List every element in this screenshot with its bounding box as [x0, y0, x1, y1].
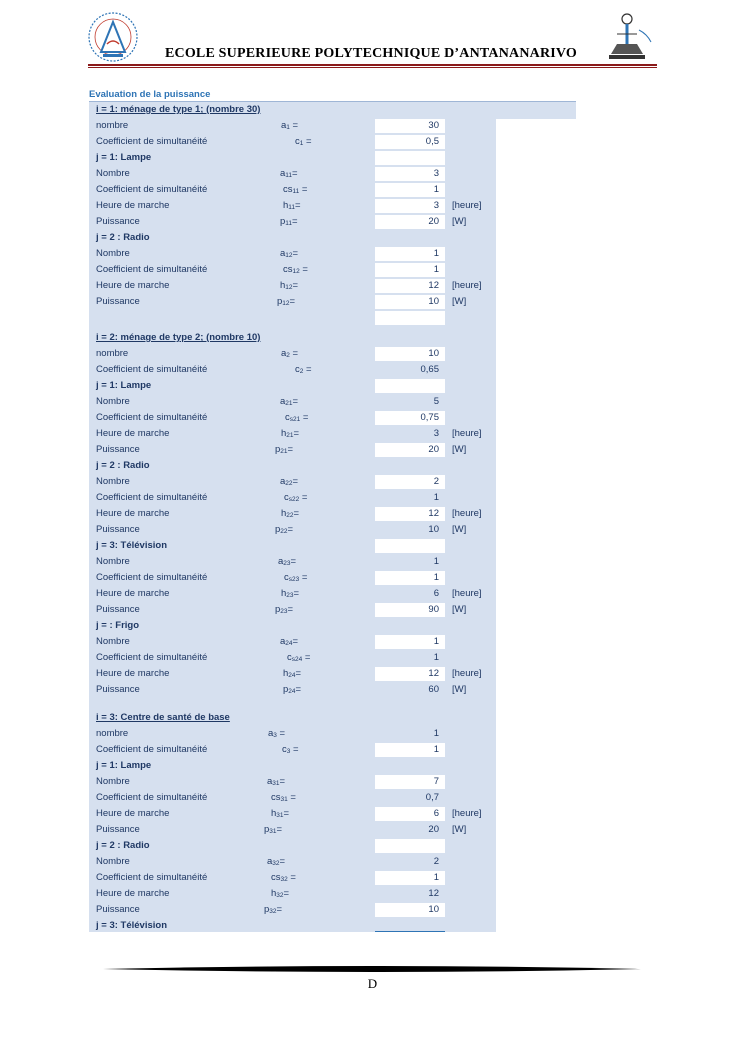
value-cell[interactable]: 0,65 [420, 364, 439, 375]
value-cell[interactable]: 1 [375, 635, 445, 649]
variable-symbol: $h_{22}=$ [281, 508, 300, 519]
row-label: Heure de marche [96, 668, 170, 679]
variable-symbol: $c_{s23}$ = [284, 572, 308, 583]
row-label: Coefficient de simultanéité [96, 264, 208, 275]
row-label: i = 2: ménage de type 2; (nombre 10) [96, 332, 261, 343]
variable-symbol: $p_{24}=$ [283, 684, 302, 695]
value-cell[interactable]: 5 [433, 396, 439, 407]
row-label: nombre [96, 348, 129, 359]
row-label: Coefficient de simultanéité [96, 136, 208, 147]
value-cell[interactable]: 12 [375, 507, 445, 521]
data-row [89, 870, 496, 886]
value-cell[interactable]: 0,7 [425, 792, 439, 803]
row-label: Puissance [96, 296, 140, 307]
value-cell[interactable] [375, 311, 445, 325]
subsection-row [89, 230, 496, 246]
data-row [89, 278, 496, 294]
section-heading-row [89, 326, 496, 346]
document-header [85, 10, 657, 70]
spreadsheet-header-band [496, 101, 576, 119]
data-row [89, 134, 496, 150]
variable-symbol: $h_{32}=$ [271, 888, 290, 899]
value-cell[interactable] [375, 379, 445, 393]
row-label: Coefficient de simultanéité [96, 572, 208, 583]
row-label: Coefficient de simultanéité [96, 184, 208, 195]
data-row [89, 182, 496, 198]
data-row [89, 362, 496, 378]
data-row [89, 570, 496, 586]
cell-bottom-border [375, 931, 445, 932]
unit-label: [W] [452, 444, 467, 455]
unit-label: [heure] [452, 508, 482, 519]
unit-label: [W] [452, 824, 467, 835]
value-cell[interactable] [375, 151, 445, 165]
variable-symbol: $p_{11}=$ [280, 216, 298, 227]
data-row [89, 310, 496, 326]
variable-symbol: $h_{31}=$ [271, 808, 290, 819]
value-cell[interactable]: 1 [433, 652, 439, 663]
school-name: ECOLE SUPERIEURE POLYTECHNIQUE D’ANTANANARIVO [164, 46, 578, 61]
row-label: j = 1: Lampe [96, 152, 152, 163]
value-cell[interactable]: 1 [433, 492, 439, 503]
variable-symbol: $p_{12}=$ [277, 296, 296, 307]
variable-symbol: $cs_{12}$ = [283, 264, 308, 275]
subsection-row [89, 150, 496, 166]
variable-symbol: $p_{22}=$ [275, 524, 294, 535]
row-label: Coefficient de simultanéité [96, 792, 208, 803]
value-cell[interactable]: 90 [375, 603, 445, 617]
data-row [89, 726, 496, 742]
unit-label: [heure] [452, 588, 482, 599]
variable-symbol: $a_{22}=$ [280, 476, 299, 487]
subsection-row [89, 618, 496, 634]
section-heading-row [89, 710, 496, 726]
row-label: Puissance [96, 684, 140, 695]
row-label: j = 2 : Radio [96, 232, 150, 243]
row-label: Nombre [96, 476, 130, 487]
data-row [89, 586, 496, 602]
data-row [89, 474, 496, 490]
data-row [89, 410, 496, 426]
variable-symbol: $p_{32}=$ [264, 904, 283, 915]
data-row [89, 262, 496, 278]
unit-label: [W] [452, 296, 467, 307]
value-cell[interactable]: 2 [433, 856, 439, 867]
value-cell[interactable]: 0,75 [375, 411, 445, 425]
page-number: D [367, 976, 378, 991]
data-row [89, 666, 496, 682]
data-row [89, 854, 496, 870]
row-label: j = 3: Télévision [96, 920, 168, 931]
row-label: Nombre [96, 776, 130, 787]
data-row [89, 902, 496, 918]
variable-symbol: $a_1$ = [281, 120, 299, 131]
row-label: j = 2 : Radio [96, 460, 150, 471]
row-label: nombre [96, 120, 129, 131]
section-heading-row [89, 102, 496, 118]
data-row [89, 774, 496, 790]
row-label: Heure de marche [96, 808, 170, 819]
header-rule [88, 64, 657, 66]
row-label: Heure de marche [96, 280, 170, 291]
value-cell[interactable]: 7 [375, 775, 445, 789]
value-cell[interactable]: 3 [375, 167, 445, 181]
subsection-row [89, 838, 496, 854]
row-label: Coefficient de simultanéité [96, 872, 208, 883]
row-label: Puissance [96, 524, 140, 535]
row-label: Nombre [96, 856, 130, 867]
value-cell[interactable]: 1 [433, 728, 439, 739]
unit-label: [heure] [452, 668, 482, 679]
variable-symbol: $h_{23}=$ [281, 588, 300, 599]
variable-symbol: $a_{32}=$ [267, 856, 286, 867]
variable-symbol: $a_{12}=$ [280, 248, 299, 259]
value-cell[interactable]: 0,5 [375, 135, 445, 149]
variable-symbol: $cs_{11}$ = [283, 184, 308, 195]
unit-label: [W] [452, 216, 467, 227]
value-cell[interactable]: 1 [375, 247, 445, 261]
variable-symbol: $a_{23}=$ [278, 556, 297, 567]
footer-rule [103, 965, 641, 973]
row-label: Heure de marche [96, 588, 170, 599]
row-label: Nombre [96, 248, 130, 259]
unit-label: [W] [452, 524, 467, 535]
row-label: i = 3: Centre de santé de base [96, 712, 230, 723]
data-row [89, 742, 496, 758]
value-cell[interactable]: 1 [375, 871, 445, 885]
data-row [89, 698, 496, 710]
variable-symbol: $p_{31}=$ [264, 824, 283, 835]
row-label: j = : Frigo [96, 620, 140, 631]
data-row [89, 790, 496, 806]
data-row [89, 602, 496, 618]
sheet-title: Evaluation de la puissance [89, 89, 211, 100]
row-label: Coefficient de simultanéité [96, 412, 208, 423]
value-cell[interactable]: 30 [375, 119, 445, 133]
variable-symbol: $c_2$ = [295, 364, 312, 375]
row-label: Coefficient de simultanéité [96, 652, 208, 663]
row-label: Puissance [96, 444, 140, 455]
variable-symbol: $a_{24}=$ [280, 636, 299, 647]
data-row [89, 426, 496, 442]
value-cell[interactable] [375, 839, 445, 853]
value-cell[interactable]: 3 [433, 428, 439, 439]
variable-symbol: $a_3$ = [268, 728, 286, 739]
row-label: Heure de marche [96, 888, 170, 899]
data-row [89, 522, 496, 538]
value-cell[interactable]: 20 [428, 824, 439, 835]
data-row [89, 198, 496, 214]
data-row [89, 294, 496, 310]
variable-symbol: $h_{21}=$ [281, 428, 300, 439]
row-label: j = 1: Lampe [96, 380, 152, 391]
row-label: Coefficient de simultanéité [96, 492, 208, 503]
value-cell[interactable]: 10 [375, 295, 445, 309]
data-row [89, 394, 496, 410]
variable-symbol: $p_{21}=$ [275, 444, 294, 455]
variable-symbol: $p_{23}=$ [275, 604, 294, 615]
value-cell[interactable]: 6 [433, 588, 439, 599]
row-label: Nombre [96, 396, 130, 407]
value-cell[interactable]: 1 [375, 571, 445, 585]
data-row [89, 246, 496, 262]
unit-label: [heure] [452, 428, 482, 439]
value-cell[interactable]: 1 [433, 556, 439, 567]
row-label: Nombre [96, 636, 130, 647]
subsection-row [89, 538, 496, 554]
value-cell[interactable]: 6 [375, 807, 445, 821]
data-row [89, 214, 496, 230]
unit-label: [heure] [452, 808, 482, 819]
data-row [89, 634, 496, 650]
value-cell[interactable]: 20 [375, 443, 445, 457]
data-row [89, 118, 496, 134]
data-row [89, 806, 496, 822]
row-label: Puissance [96, 824, 140, 835]
unit-label: [heure] [452, 200, 482, 211]
value-cell[interactable]: 3 [375, 199, 445, 213]
variable-symbol: $a_2$ = [281, 348, 299, 359]
row-label: Nombre [96, 556, 130, 567]
variable-symbol: $h_{24}=$ [283, 668, 302, 679]
variable-symbol: $c_{s21}$ = [285, 412, 309, 423]
row-label: j = 3: Télévision [96, 540, 168, 551]
unit-label: [W] [452, 604, 467, 615]
data-row [89, 886, 496, 902]
data-row [89, 346, 496, 362]
row-label: Puissance [96, 904, 140, 915]
value-cell[interactable]: 1 [375, 263, 445, 277]
variable-symbol: $c_1$ = [295, 136, 312, 147]
row-label: Puissance [96, 604, 140, 615]
value-cell[interactable]: 1 [375, 743, 445, 757]
variable-symbol: $h_{11}=$ [283, 200, 301, 211]
subsection-row [89, 378, 496, 394]
row-label: Heure de marche [96, 508, 170, 519]
row-label: j = 1: Lampe [96, 760, 152, 771]
value-cell[interactable]: 20 [375, 215, 445, 229]
row-label: nombre [96, 728, 129, 739]
value-cell[interactable]: 10 [375, 903, 445, 917]
value-cell[interactable]: 12 [375, 279, 445, 293]
variable-symbol: $a_{11}=$ [280, 168, 298, 179]
department-logo-icon [599, 10, 655, 66]
variable-symbol: $cs_{32}$ = [271, 872, 296, 883]
subsection-row [89, 458, 496, 474]
unit-label: [heure] [452, 280, 482, 291]
value-cell[interactable]: 60 [428, 684, 439, 695]
value-cell[interactable]: 12 [375, 667, 445, 681]
value-cell[interactable]: 2 [375, 475, 445, 489]
data-row [89, 682, 496, 698]
data-row [89, 166, 496, 182]
variable-symbol: $c_{s22}$ = [284, 492, 308, 503]
value-cell[interactable]: 1 [375, 183, 445, 197]
data-row [89, 490, 496, 506]
variable-symbol: $c_3$ = [282, 744, 299, 755]
variable-symbol: $a_{21}=$ [280, 396, 299, 407]
row-label: Nombre [96, 168, 130, 179]
data-row [89, 442, 496, 458]
value-cell[interactable]: 10 [428, 524, 439, 535]
row-label: Coefficient de simultanéité [96, 744, 208, 755]
header-rule-thin [88, 67, 657, 68]
row-label: Puissance [96, 216, 140, 227]
data-row [89, 650, 496, 666]
subsection-row [89, 758, 496, 774]
data-row [89, 822, 496, 838]
row-label: i = 1: ménage de type 1; (nombre 30) [96, 104, 261, 115]
variable-symbol: $a_{31}=$ [267, 776, 286, 787]
data-row [89, 506, 496, 522]
variable-symbol: $h_{12}=$ [280, 280, 299, 291]
row-label: j = 2 : Radio [96, 840, 150, 851]
unit-label: [W] [452, 684, 467, 695]
value-cell[interactable]: 10 [375, 347, 445, 361]
value-cell[interactable]: 12 [428, 888, 439, 899]
row-label: Heure de marche [96, 200, 170, 211]
row-label: Coefficient de simultanéité [96, 364, 208, 375]
variable-symbol: $cs_{31}$ = [271, 792, 296, 803]
value-cell[interactable] [375, 539, 445, 553]
data-row [89, 554, 496, 570]
variable-symbol: $c_{s24}$ = [287, 652, 311, 663]
row-label: Heure de marche [96, 428, 170, 439]
